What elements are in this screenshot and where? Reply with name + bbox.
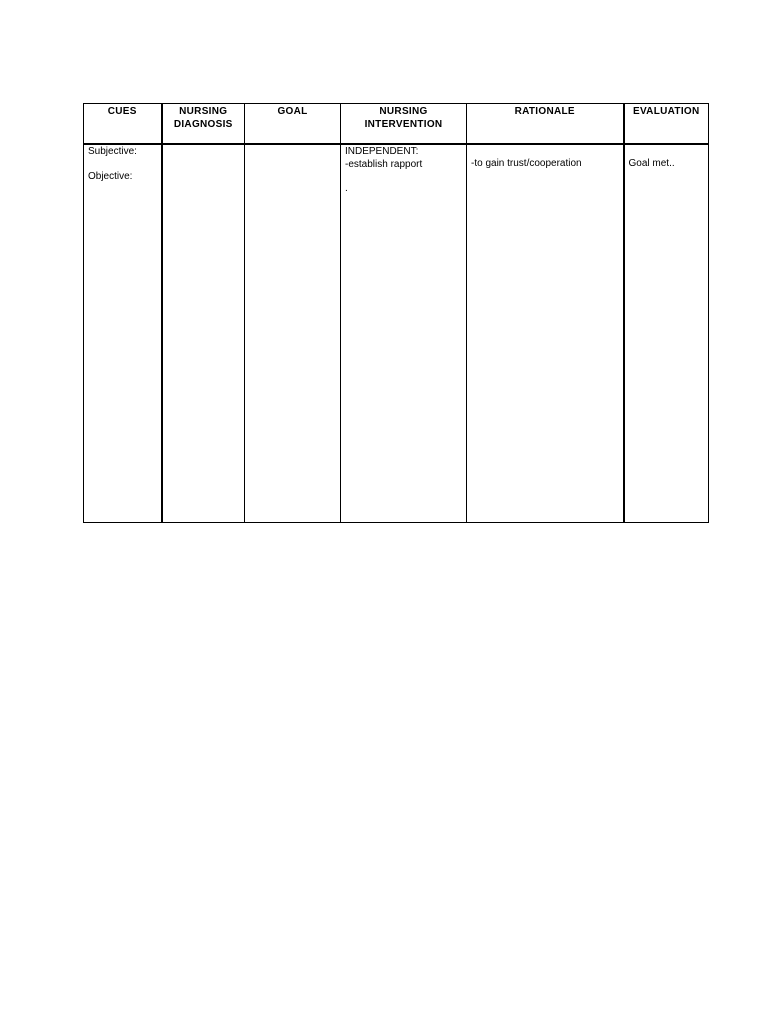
spacer bbox=[629, 146, 705, 158]
cell-nursing-intervention bbox=[341, 144, 467, 523]
cell-evaluation bbox=[624, 144, 709, 523]
header-diagnosis-line2: DIAGNOSIS bbox=[173, 119, 233, 130]
header-evaluation-label: EVALUATION bbox=[632, 106, 700, 117]
header-intervention-line2: INTERVENTION bbox=[364, 119, 443, 130]
spacer bbox=[471, 146, 619, 158]
header-nursing-diagnosis bbox=[162, 104, 245, 145]
header-rationale-label: RATIONALE bbox=[514, 106, 575, 117]
intervention-item: . bbox=[345, 183, 348, 194]
header-cues bbox=[84, 104, 162, 145]
cell-nursing-diagnosis bbox=[162, 144, 245, 523]
table-row bbox=[84, 144, 709, 523]
spacer bbox=[88, 159, 157, 171]
header-intervention-line1: NURSING bbox=[379, 106, 428, 117]
cell-rationale bbox=[467, 144, 624, 523]
header-row bbox=[84, 104, 709, 145]
header-diagnosis-line1: NURSING bbox=[179, 106, 228, 117]
intervention-item: -establish rapport bbox=[345, 158, 423, 170]
intervention-heading: INDEPENDENT: bbox=[345, 146, 419, 157]
header-goal-label: GOAL bbox=[277, 106, 308, 117]
header-rationale bbox=[467, 104, 624, 145]
rationale-text: -to gain trust/cooperation bbox=[471, 158, 582, 169]
cues-subjective: Subjective: bbox=[88, 146, 137, 157]
cell-cues bbox=[84, 144, 162, 523]
cues-objective: Objective: bbox=[88, 170, 133, 182]
header-cues-label: CUES bbox=[107, 106, 137, 117]
header-nursing-intervention bbox=[341, 104, 467, 145]
spacer bbox=[345, 171, 462, 183]
header-evaluation bbox=[624, 104, 709, 145]
nursing-care-plan-table bbox=[83, 103, 709, 523]
header-goal bbox=[245, 104, 341, 145]
cell-goal bbox=[245, 144, 341, 523]
evaluation-text: Goal met.. bbox=[628, 158, 675, 169]
